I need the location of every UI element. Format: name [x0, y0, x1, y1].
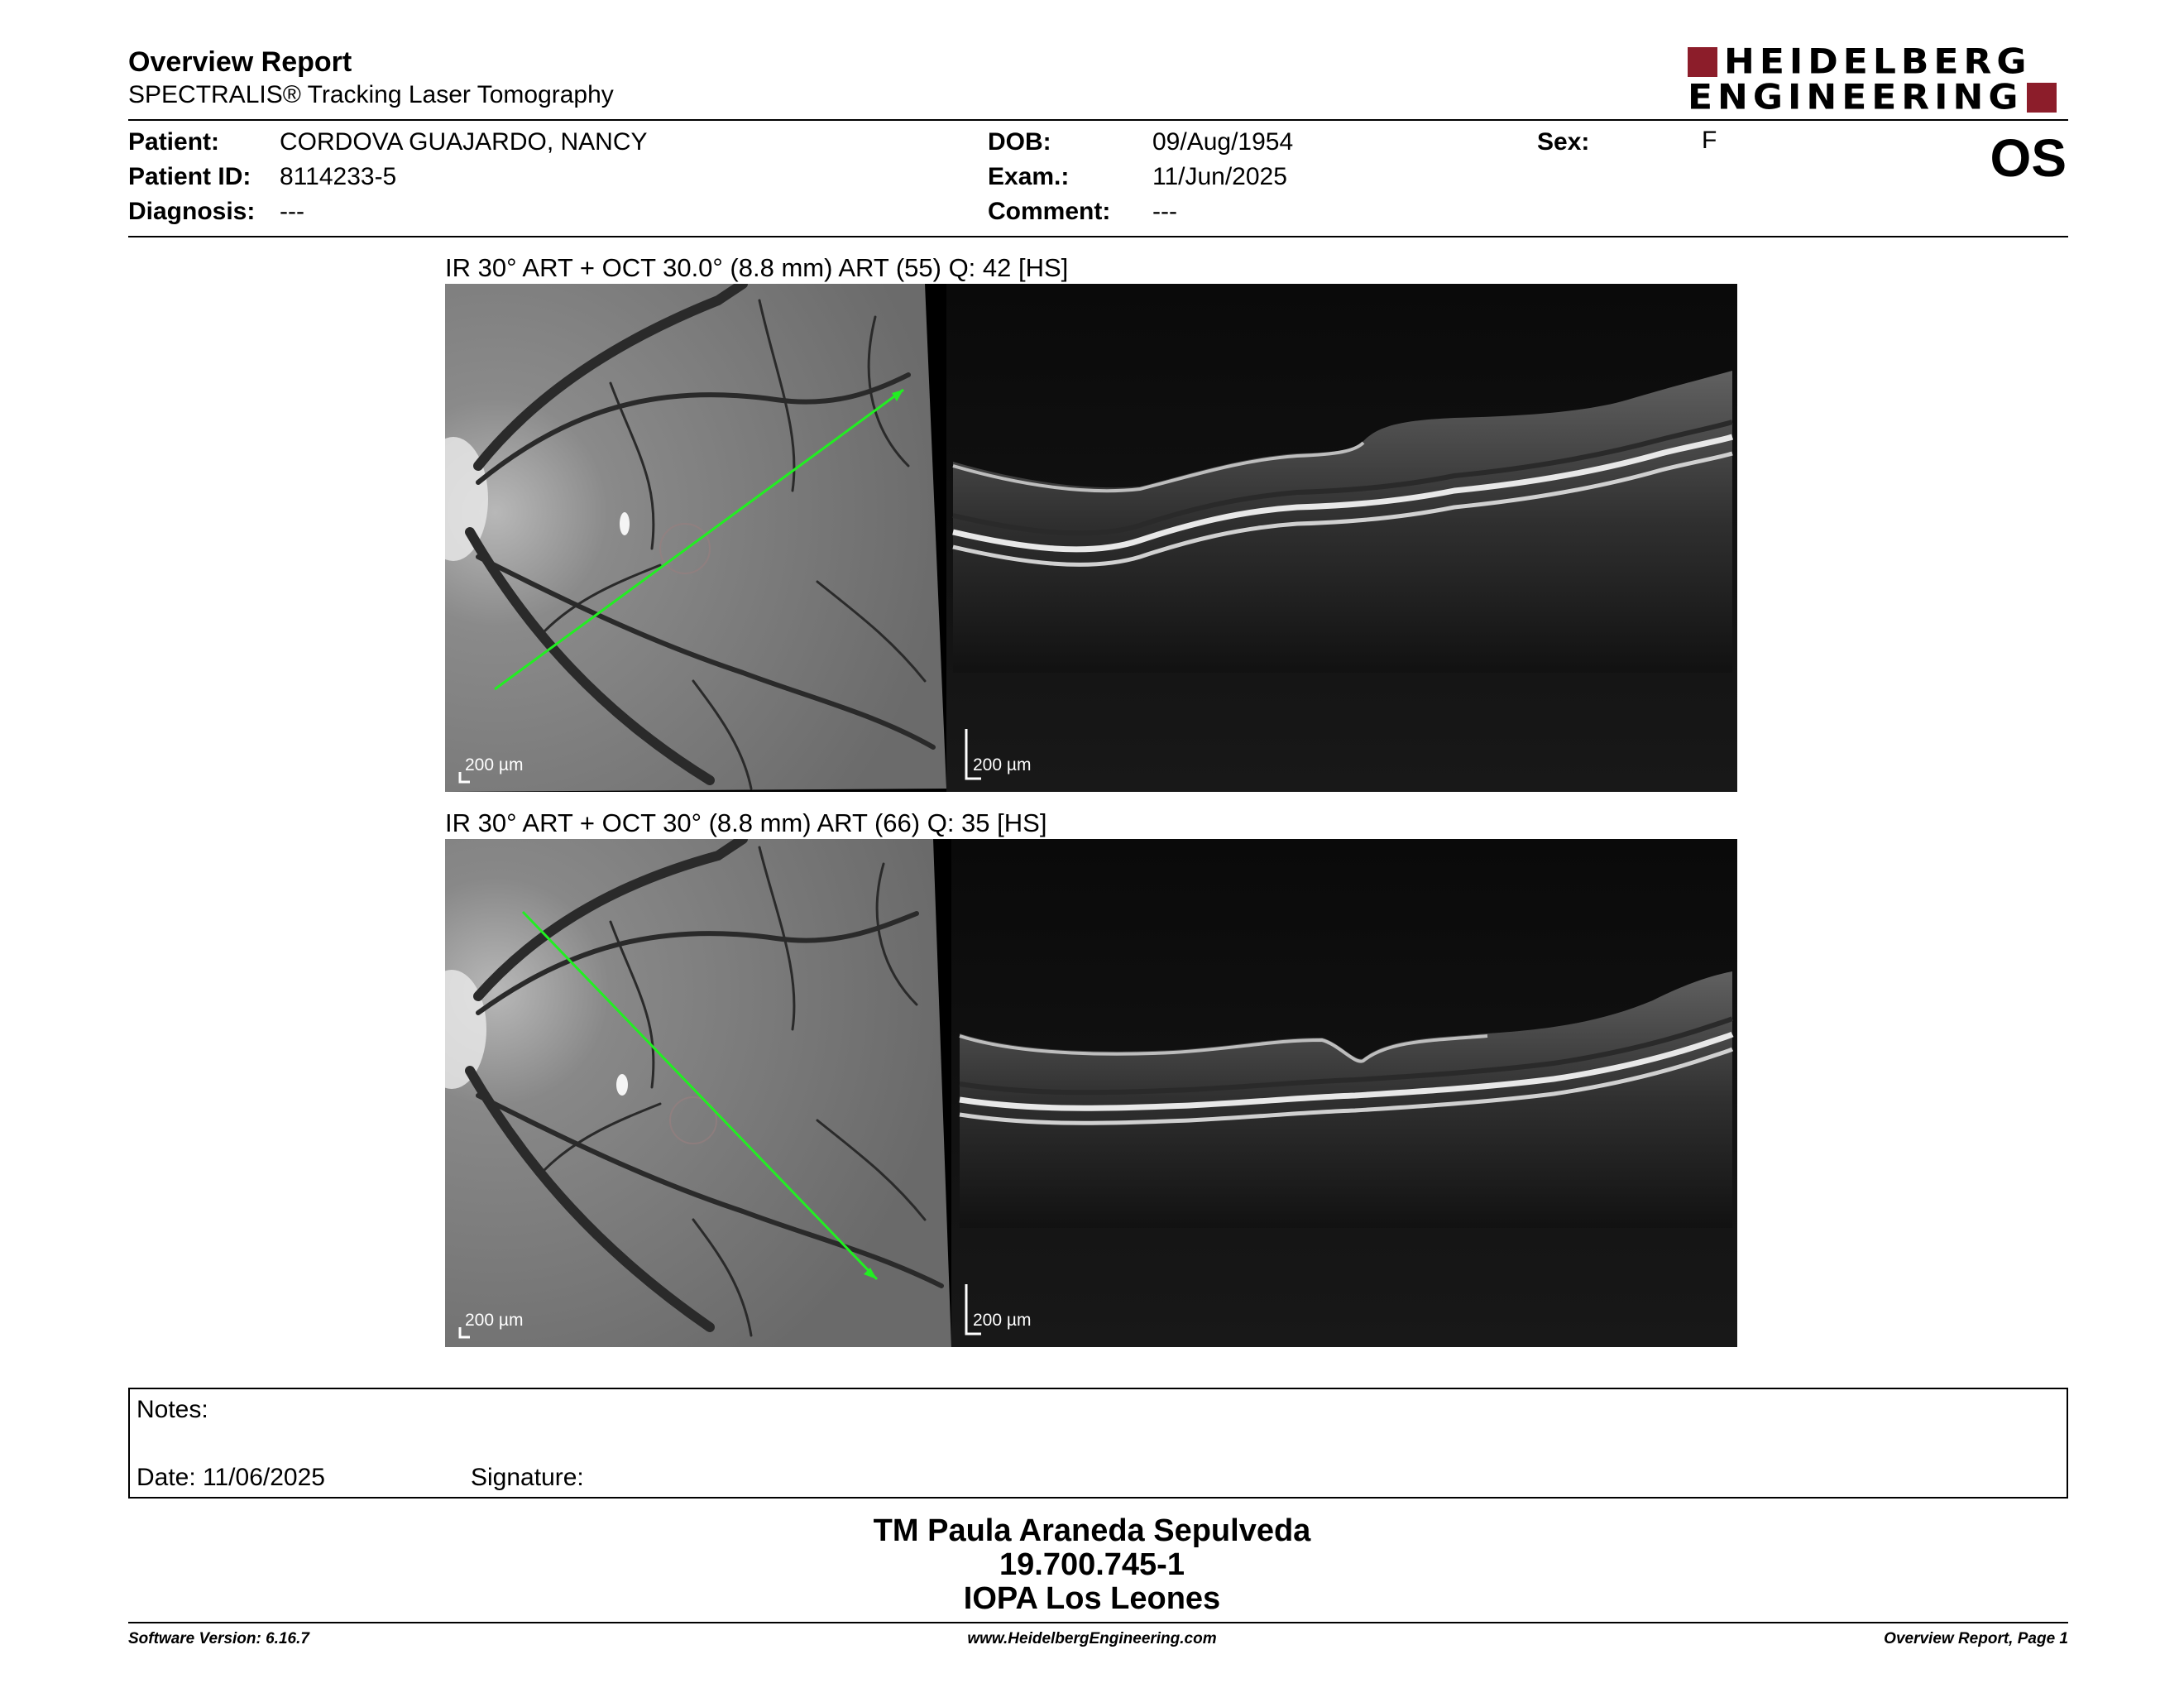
scan-panel	[445, 284, 1737, 792]
page-number: Overview Report, Page 1	[1884, 1630, 2068, 1647]
logo-square-icon	[2027, 83, 2057, 113]
scan-panel	[445, 839, 1737, 1347]
software-version: Software Version: 6.16.7	[128, 1630, 309, 1647]
fundus-scale-label: 200 µm	[465, 755, 524, 774]
patient-id: 8114233-5	[280, 163, 397, 190]
sex-label: Sex:	[1537, 128, 1590, 156]
sex-value: F	[1702, 127, 1717, 154]
operator-name: TM Paula Araneda Sepulveda	[873, 1513, 1311, 1548]
signature-label: Signature:	[471, 1464, 584, 1491]
exam-date: 11/Jun/2025	[1152, 163, 1287, 190]
oct-scale-label: 200 µm	[973, 755, 1032, 774]
report-subtitle: SPECTRALIS® Tracking Laser Tomography	[128, 81, 614, 108]
dob-value: 09/Aug/1954	[1152, 128, 1294, 156]
date-label: Date: 11/06/2025	[136, 1464, 325, 1491]
notes-box	[128, 1388, 2068, 1499]
patient-divider	[128, 236, 2068, 237]
header-divider	[128, 119, 2068, 121]
comment-value: ---	[1152, 198, 1177, 225]
fundus-image	[445, 284, 946, 792]
diagnosis-value: ---	[280, 198, 304, 225]
dob-label: DOB:	[988, 128, 1051, 156]
comment-label: Comment:	[988, 198, 1111, 225]
logo-text-line2: ENGINEERING	[1688, 77, 2024, 117]
fundus-scale-label: 200 µm	[465, 1311, 524, 1330]
oct-bscan	[951, 839, 1737, 1347]
footer-divider	[128, 1622, 2068, 1623]
diagnosis-label: Diagnosis:	[128, 198, 256, 225]
logo-text-line1: HEIDELBERG	[1724, 41, 2032, 82]
fundus-image	[445, 839, 951, 1347]
operator-id: 19.700.745-1	[999, 1547, 1185, 1582]
patient-label: Patient:	[128, 128, 220, 156]
eye-laterality: OS	[1990, 128, 2067, 188]
report-title: Overview Report	[128, 46, 352, 78]
oct-bscan	[946, 284, 1737, 792]
logo-square-icon	[1688, 47, 1717, 77]
operator-institution: IOPA Los Leones	[963, 1581, 1221, 1616]
scan-title: IR 30° ART + OCT 30° (8.8 mm) ART (66) Q: 35 [HS]	[445, 808, 1047, 837]
patient-name: CORDOVA GUAJARDO, NANCY	[280, 128, 648, 156]
patient-id-label: Patient ID:	[128, 163, 251, 190]
scan-title: IR 30° ART + OCT 30.0° (8.8 mm) ART (55) Q: 42 [HS]	[445, 253, 1069, 282]
oct-scale-label: 200 µm	[973, 1311, 1032, 1330]
notes-label: Notes:	[136, 1396, 208, 1423]
exam-label: Exam.:	[988, 163, 1070, 190]
website-link[interactable]: www.HeidelbergEngineering.com	[967, 1630, 1217, 1647]
